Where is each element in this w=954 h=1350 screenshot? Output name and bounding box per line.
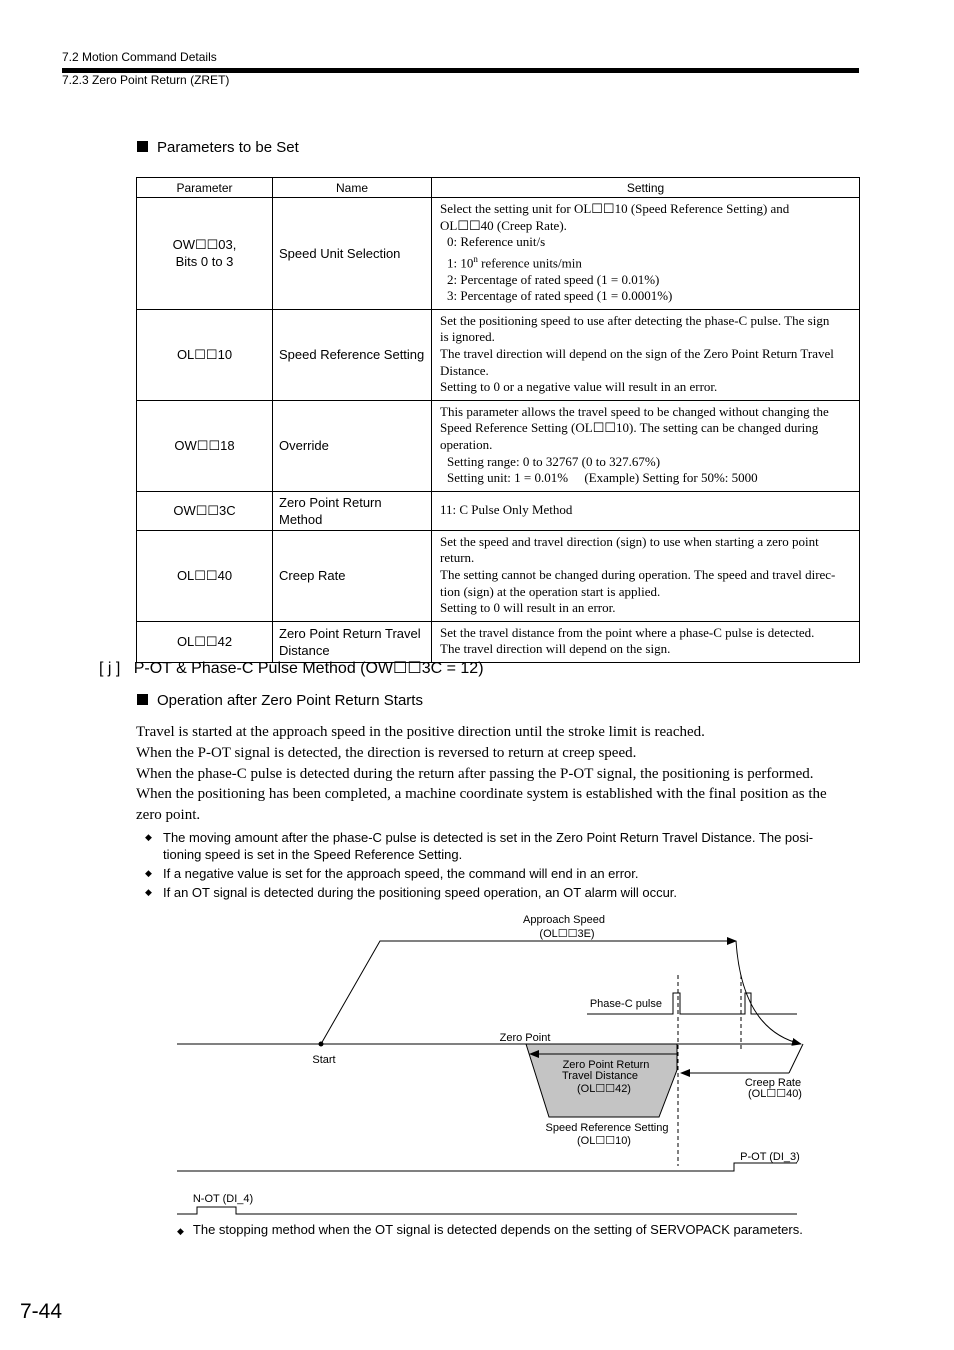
creep-return-segment [789, 1044, 803, 1073]
param-cell: OL☐☐40 [137, 530, 273, 621]
setting-cell: Select the setting unit for OL☐☐10 (Speed Reference Setting) and OL☐☐40 (Creep Rate). 0: Reference unit/s 1: 10$^n$ reference units/min 2: Percentage of rated speed (1 = 0.01%) 3: Percentage of rated speed (1 = 0.0001%) [432, 198, 860, 310]
square-bullet-icon [137, 694, 148, 705]
col-header-name: Name [273, 178, 432, 198]
name-cell: Zero Point Return Method [273, 491, 432, 530]
table-row [137, 400, 860, 491]
header-subsection: 7.2.3 Zero Point Return (ZRET) [62, 73, 230, 87]
zero-point-return-diagram [0, 900, 954, 1220]
table-row [137, 621, 860, 662]
param-cell: OW☐☐03, Bits 0 to 3 [137, 198, 273, 310]
speed-ref-param: (OL☐☐10) [577, 1135, 631, 1147]
diamond-bullet-icon: ◆ [145, 832, 152, 842]
subsection-marker: [ j ] [99, 660, 121, 677]
table-row [137, 198, 860, 310]
setting-cell: Set the speed and travel direction (sign) to use when starting a zero point return. The setting cannot be changed during operation. The speed and travel direc- tion (sign) at the operation start is applied. Setting to 0 will result in an error. [432, 530, 860, 621]
name-cell: Creep Rate [273, 530, 432, 621]
body-paragraph: Travel is started at the approach speed in the positive direction until the stroke limit is reached. When the P-OT signal is detected, the direction is reversed to return at creep speed. When the phase-C pulse is detected during the return after passing the P-OT signal, the positioning is performed. When the positioning has been completed, a machine coordinate system is established with the final position as the zero point. [136, 724, 827, 824]
square-bullet-icon [137, 141, 148, 152]
travel-distance-label: Travel Distance [561, 1070, 639, 1082]
zero-point-label: Zero Point [499, 1032, 551, 1044]
start-label: Start [312, 1054, 336, 1066]
diamond-bullet-icon: ◆ [177, 1226, 184, 1236]
pot-label: P-OT (DI_3) [740, 1151, 800, 1163]
setting-cell: 11: C Pulse Only Method [432, 491, 860, 530]
setting-line-power: 1: 10$^n$ reference units/min [447, 253, 582, 271]
name-cell: Speed Unit Selection [273, 198, 432, 310]
table-row [137, 491, 860, 530]
diamond-bullet-icon: ◆ [145, 868, 152, 878]
not-signal [177, 1207, 797, 1214]
setting-cell: Set the positioning speed to use after detecting the phase-C pulse. The sign is ignored. The travel direction will depend on the sign of the Zero Point Return Travel Distance. Setting to 0 or a negative value will result in an error. [432, 309, 860, 400]
start-point [319, 1042, 324, 1047]
note: ◆ The stopping method when the OT signal is detected depends on the setting of SERVOPACK parameters. [177, 1222, 803, 1237]
creep-rate-param: (OL☐☐40) [748, 1088, 802, 1100]
pot-signal [177, 1163, 797, 1171]
col-header-parameter: Parameter [137, 178, 273, 198]
param-cell: OL☐☐10 [137, 309, 273, 400]
diamond-bullet-icon: ◆ [145, 887, 152, 897]
table-row [137, 530, 860, 621]
table-header-row [137, 178, 860, 198]
page-number: 7-44 [20, 1300, 63, 1323]
params-section-title: Parameters to be Set [137, 139, 299, 156]
param-cell: OL☐☐42 [137, 621, 273, 662]
setting-cell: Set the travel distance from the point where a phase-C pulse is detected. The travel direction will depend on the sign. [432, 621, 860, 662]
setting-cell: This parameter allows the travel speed to be changed without changing the Speed Reference Setting (OL☐☐10). The setting can be changed during operation. Setting range: 0 to 32767 (0 to 327.67%) Setting unit: 1 = 0.01% (Example) Setting for 50%: 5000 [432, 400, 860, 491]
col-header-setting: Setting [432, 178, 860, 198]
phase-c-label: Phase-C pulse [589, 998, 662, 1010]
name-cell: Override [273, 400, 432, 491]
travel-distance-param: (OL☐☐42) [577, 1083, 631, 1095]
operation-section-title: Operation after Zero Point Return Starts [137, 692, 423, 709]
table-row [137, 309, 860, 400]
bullet-list [145, 829, 850, 903]
param-cell: OW☐☐3C [137, 491, 273, 530]
travel-distance-label: Zero Point Return [562, 1059, 650, 1071]
approach-speed-param: (OL☐☐3E) [539, 928, 595, 940]
not-label: N-OT (DI_4) [192, 1193, 254, 1205]
approach-speed-label: Approach Speed [523, 914, 605, 926]
subsection-heading [99, 658, 484, 678]
list-item: ◆ If a negative value is set for the approach speed, the command will end in an error. [145, 866, 639, 881]
header-section: 7.2 Motion Command Details [62, 50, 217, 64]
name-cell: Speed Reference Setting [273, 309, 432, 400]
speed-ref-label: Speed Reference Setting [545, 1122, 669, 1134]
creep-rate-label: Creep Rate [744, 1077, 802, 1089]
name-cell: Zero Point Return Travel Distance [273, 621, 432, 662]
list-item: ◆ The moving amount after the phase-C pulse is detected is set in the Zero Point Return Travel Distance. The posi- tioning speed is set in the Speed Reference Setting. [145, 830, 814, 862]
subsection-title: P-OT & Phase-C Pulse Method (OW☐☐3C = 12) [133, 660, 484, 677]
parameter-table [136, 177, 860, 663]
list-item: ◆ If an OT signal is detected during the positioning speed operation, an OT alarm will occur. [145, 885, 678, 900]
param-cell: OW☐☐18 [137, 400, 273, 491]
